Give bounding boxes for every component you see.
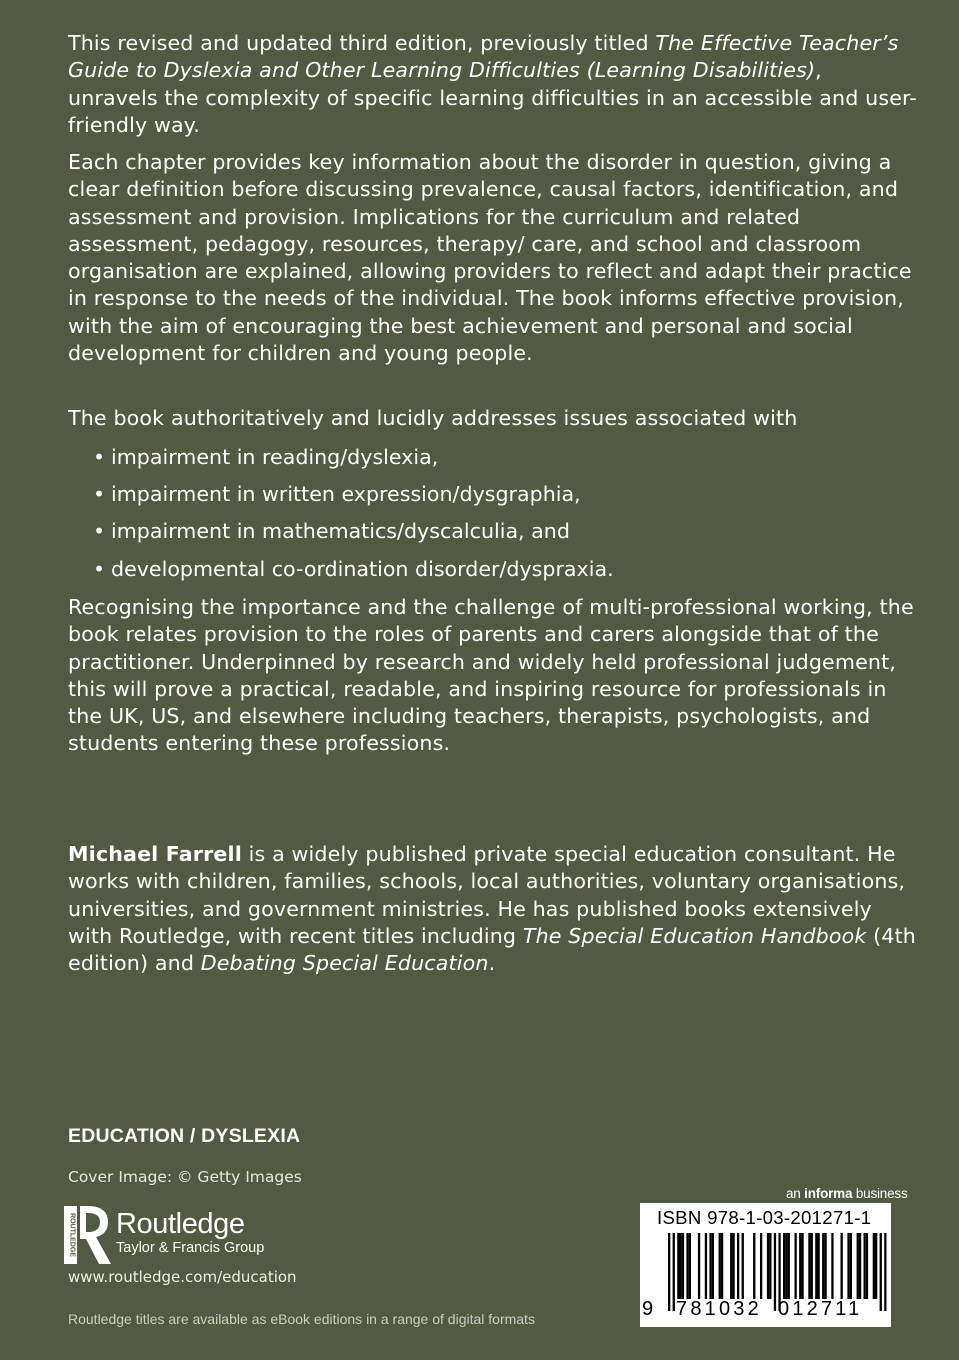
barcode-bar [873,1233,875,1299]
informa-prefix: an [786,1186,805,1201]
barcode-bar [799,1233,801,1299]
barcode-bar [857,1233,859,1299]
informa-brand: informa [804,1186,853,1201]
subject-category: EDUCATION / DYSLEXIA [68,1125,301,1147]
barcode-bar [785,1233,787,1299]
routledge-r-icon [64,1206,112,1264]
barcode-guard-bar [884,1233,886,1311]
issue-text: impairment in mathematics/dyscalculia, and [111,519,570,543]
barcode-bar [677,1233,679,1299]
barcode-bar [850,1233,852,1299]
logo-wordmark [116,1208,264,1256]
barcode-bar [788,1233,790,1299]
barcode-bar [705,1233,707,1299]
barcode-bar [682,1233,684,1299]
publisher-url[interactable]: www.routledge.com/education [68,1268,297,1286]
barcode-bar [767,1233,769,1299]
author-name: Michael Farrell [68,842,242,866]
book-title-debating: Debating Special Education [200,951,489,976]
barcode-bar [769,1233,771,1299]
barcode-guard-bar [880,1233,882,1311]
barcode-bar [847,1233,849,1299]
author-bio-text: is a widely published private special education consultant. He works with children, families, schools, local authorities, voluntary organisations, universities, and government ministries. He has published books extensively with Routledge, with recent titles including [68,842,906,948]
isbn-label: ISBN 978-1-03-201271-1 [657,1207,872,1228]
barcode-bar [760,1233,762,1299]
barcode-bar [811,1233,813,1299]
barcode-guard-bar [673,1233,675,1311]
issue-text: impairment in reading/dyslexia, [111,445,439,469]
barcode-bar [831,1233,833,1299]
publisher-name: Routledge [116,1208,245,1240]
barcode-guard-bar [774,1233,776,1311]
logo-vertical-text: ROUTLEDGE [68,1213,76,1257]
barcode-bar [875,1233,877,1299]
barcode-bar [866,1233,868,1299]
previous-title: The Effective Teacher’s Guide to Dyslexia and Other Learning Difficulties (Learning Disabilities) [68,31,899,83]
barcode-bar [815,1233,817,1299]
barcode-bar [689,1233,691,1299]
barcode-bar [732,1233,734,1299]
barcode-bar [686,1233,688,1299]
barcode-bar [822,1233,824,1299]
informa-business-tag [786,1186,908,1201]
barcode-digits-left: 781032 [676,1298,762,1320]
barcode-bar [824,1233,826,1299]
bullet-glyph: • [93,445,106,469]
barcode-bar [719,1233,721,1299]
cover-image-credit: Cover Image: © Getty Images [68,1168,302,1186]
barcode-bar [730,1233,732,1299]
issue-text: developmental co-ordination disorder/dyspraxia. [111,557,614,581]
barcode-bar [783,1233,785,1299]
intro-paragraph [68,30,918,139]
barcode-bar [795,1233,797,1299]
routledge-logo [64,1206,284,1264]
barcode-bar [808,1233,810,1299]
intro-text-after: , unravels the complexity of specific learning difficulties in an accessible and user-friendly way. [68,58,917,137]
book-title-handbook: The Special Education Handbook [522,923,867,948]
list-item [93,556,614,583]
barcode-digits-right: 012711 [778,1298,863,1320]
bullet-glyph: • [93,519,106,543]
author-bio-text-2: (4th edition) and [68,923,917,976]
isbn-barcode [640,1203,891,1327]
bullet-glyph: • [93,557,106,581]
barcode-bar [698,1233,700,1299]
informa-suffix: business [852,1186,908,1201]
barcode-bar [801,1233,803,1299]
barcode-bar [737,1233,739,1299]
barcode-bar [709,1233,711,1299]
barcode-bar [859,1233,861,1299]
multi-professional-paragraph: Recognising the importance and the challenge of multi-professional working, the book relates provision to the roles of parents and carers alongside that of the practitioner. Underpinned by research and widely held professional judgement, this will prove a practical, readable, and inspiring resource for professionals in the UK, US, and elsewhere including teachers, therapists, psychologists, and students entering these professions. [68,595,914,756]
ebook-note: Routledge titles are available as eBook editions in a range of digital formats [68,1311,535,1327]
barcode-bar [742,1233,744,1299]
publisher-group: Taylor & Francis Group [116,1240,265,1256]
list-item [93,518,570,545]
chapters-paragraph: Each chapter provides key information about the disorder in question, giving a clear definition before discussing prevalence, causal factors, identification, and assessment and provision. Implications for the curriculum and related assessment, pedagogy, resources, therapy/ care, and school and classroom organisation are explained, allowing providers to reflect and adapt their practice in response to the needs of the individual. The book informs effective provision, with the aim of encouraging the best achievement and personal and social development for children and young people. [68,150,912,366]
list-item [93,444,438,471]
barcode-bar [864,1233,866,1299]
issue-text: impairment in written expression/dysgraphia, [111,482,581,506]
intro-text-before: This revised and updated third edition, previously titled [68,31,656,55]
barcode-bar [818,1233,820,1299]
list-item [93,481,581,508]
barcode-bar [753,1233,755,1299]
barcode-bar [841,1233,843,1299]
barcode-bar [712,1233,714,1299]
issues-intro: The book authoritatively and lucidly addresses issues associated with [68,406,798,430]
barcode-digit-first: 9 [642,1298,654,1320]
barcode-bar [721,1233,723,1299]
author-bio-end: . [488,951,496,976]
barcode-guard-bar [668,1233,670,1311]
author-bio [68,841,918,977]
barcode-bar [680,1233,682,1299]
bullet-glyph: • [93,482,106,506]
